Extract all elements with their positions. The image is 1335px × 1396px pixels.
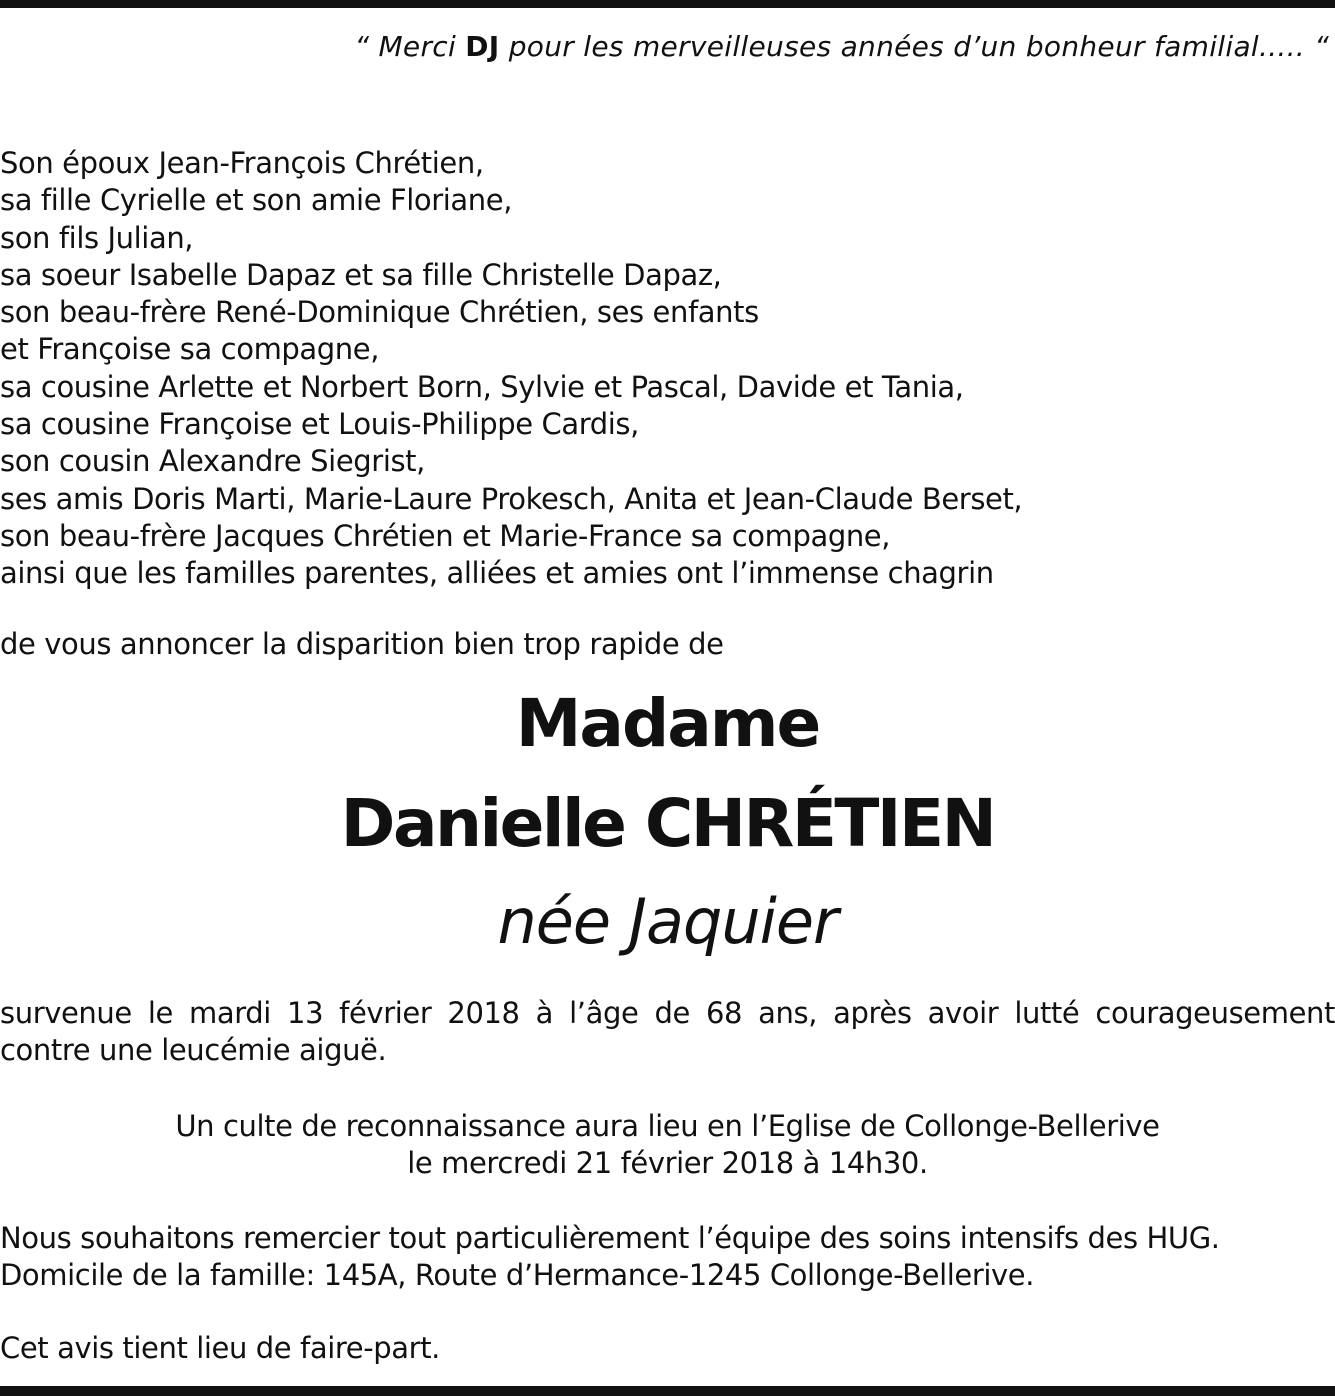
family-line: son fils Julian, xyxy=(0,220,194,255)
family-line: sa soeur Isabelle Dapaz et sa fille Christelle Dapaz, xyxy=(0,257,722,292)
dedication-quote xyxy=(354,30,1329,63)
top-border-rule xyxy=(0,0,1335,8)
passing-line: survenue le mardi 13 février 2018 à l’âge de 68 ans, après avoir lutté courageusement xyxy=(0,996,1335,1030)
family-line: et Françoise sa compagne, xyxy=(0,332,380,367)
family-line: sa cousine Françoise et Louis-Philippe Cardis, xyxy=(0,407,639,442)
thanks-line: Nous souhaitons remercier tout particulièrement l’équipe des soins intensifs des HUG. xyxy=(0,1221,1220,1255)
family-line: ainsi que les familles parentes, alliées et amies ont l’immense chagrin xyxy=(0,556,994,591)
passing-line: contre une leucémie aiguë. xyxy=(0,1033,387,1067)
deceased-title: Madame xyxy=(515,685,820,762)
family-line: son beau-frère Jacques Chrétien et Marie-France sa compagne, xyxy=(0,518,891,553)
deceased-maiden-name: née Jaquier xyxy=(497,885,838,958)
family-list xyxy=(0,145,1022,593)
ceremony-line: Un culte de reconnaissance aura lieu en l’Eglise de Collonge-Bellerive xyxy=(175,1109,1160,1143)
dedication-rest: pour les merveilleuses années d’un bonheur familial..... “ xyxy=(499,30,1329,63)
deceased-name: Danielle CHRÉTIEN xyxy=(340,785,995,862)
announcement-text: de vous annoncer la disparition bien trop rapide de xyxy=(0,627,724,661)
ceremony-notice xyxy=(0,1108,1335,1182)
family-line: sa fille Cyrielle et son amie Floriane, xyxy=(0,183,513,218)
family-line: sa cousine Arlette et Norbert Born, Sylvie et Pascal, Davide et Tania, xyxy=(0,369,964,404)
bottom-border-rule xyxy=(0,1386,1335,1396)
thanks-paragraph xyxy=(0,1220,1220,1294)
family-line: son cousin Alexandre Siegrist, xyxy=(0,444,425,479)
dedication-initials: DJ xyxy=(465,30,500,63)
family-line: son beau-frère René-Dominique Chrétien, ses enfants xyxy=(0,295,759,330)
closing-note: Cet avis tient lieu de faire-part. xyxy=(0,1331,440,1365)
ceremony-line: le mercredi 21 février 2018 à 14h30. xyxy=(407,1146,928,1180)
family-line: Son époux Jean-François Chrétien, xyxy=(0,146,484,180)
address-line: Domicile de la famille: 145A, Route d’Hermance-1245 Collonge-Bellerive. xyxy=(0,1258,1035,1292)
passing-paragraph xyxy=(0,995,1335,1069)
family-line: ses amis Doris Marti, Marie-Laure Prokesch, Anita et Jean-Claude Berset, xyxy=(0,481,1023,516)
dedication-open: “ Merci xyxy=(354,30,466,63)
